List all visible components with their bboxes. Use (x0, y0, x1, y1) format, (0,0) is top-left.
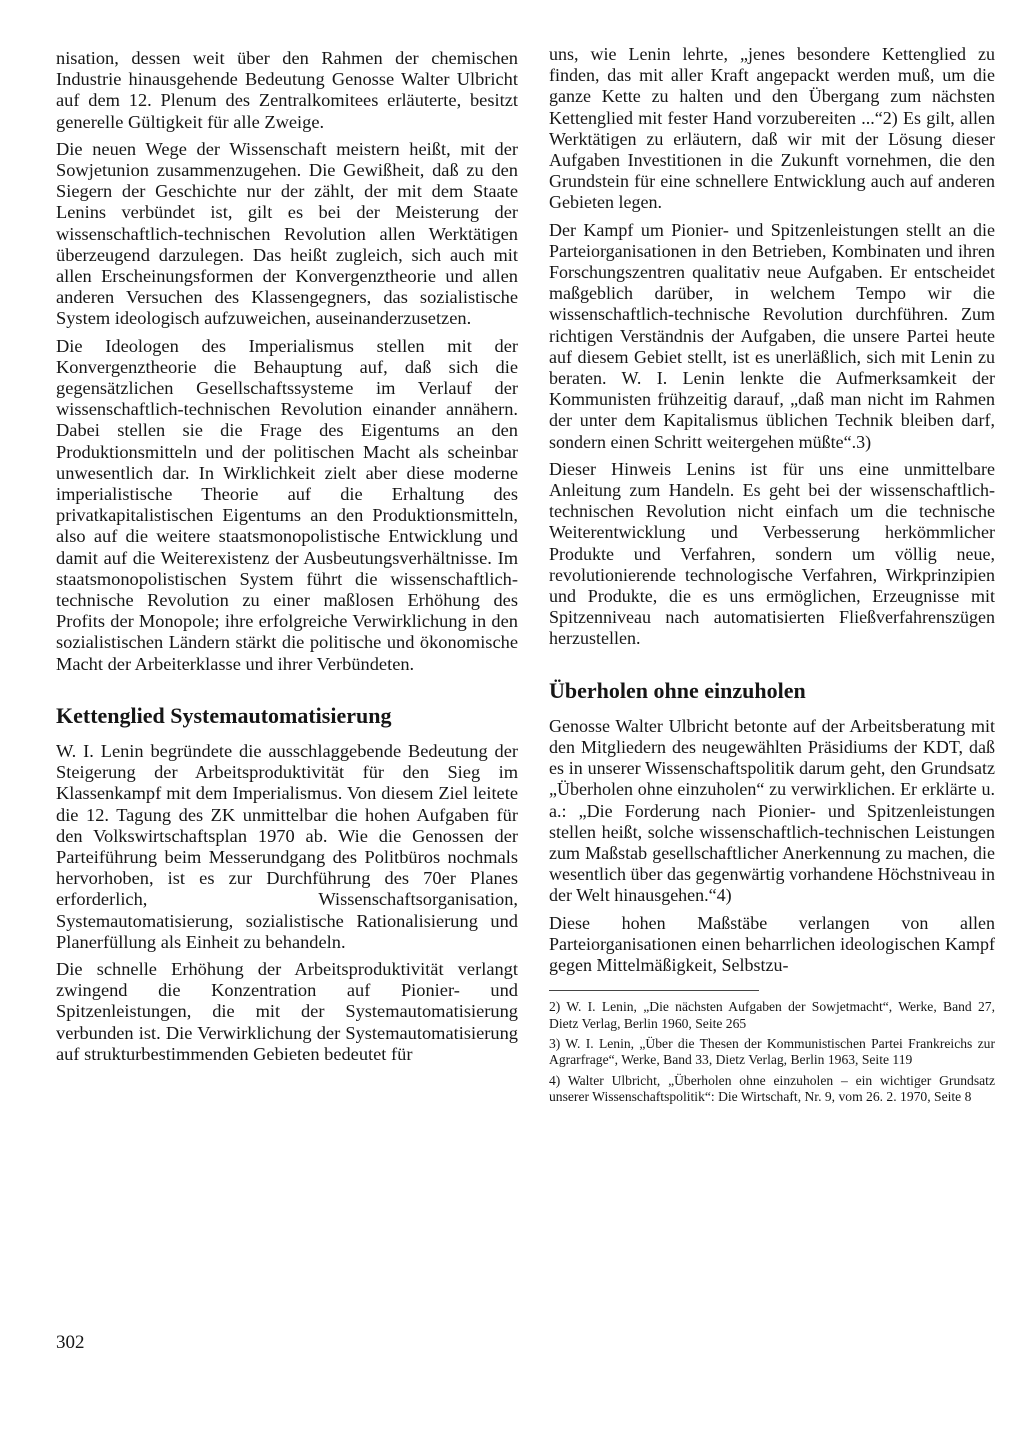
paragraph: Die Ideologen des Imperialismus stellen mit der Konvergenztheorie die Behauptung auf, daß sich die gegensätzlichen Gesellschaftssysteme im Verlauf der wissenschaftlich-technischen Revolution einander annähern. Dabei stellen sie die Frage des Eigentums an den Produktionsmitteln und der politischen Macht als scheinbar unwesentlich dar. In Wirklichkeit zielt aber diese moderne imperialistische Theorie auf die Erhaltung des privatkapitalistischen Eigentums an den Produktionsmitteln, also auf die weitere staatsmonopolistische Entwicklung und damit auf die Weiterexistenz der Ausbeutungsverhältnisse. Im staatsmonopolistischen System führt die wissenschaftlich-technische Revolution zu einer maßlosen Erhöhung des Profits der Monopole; ihre erfolgreiche Verwirklichung in den sozialistischen Ländern stärkt die politische und ökonomische Macht der Arbeiterklasse und ihrer Verbündeten. (56, 335, 518, 674)
footnote-divider (549, 990, 759, 991)
footnote: 3) W. I. Lenin, „Über die Thesen der Kommunistischen Partei Frankreichs zur Agrarfrage“, Werke, Band 33, Dietz Verlag, Berlin 1963, Seite 119 (549, 1035, 995, 1068)
paragraph: Die neuen Wege der Wissenschaft meistern heißt, mit der Sowjetunion zusammenzugehen. Die Gewißheit, daß zu den Siegern der Geschichte nur der zählt, der mit dem Staate Lenins verbündet ist, gilt es bei der Meisterung der wissenschaftlich-technischen Revolution allen Werktätigen überzeugend darzulegen. Das heißt zugleich, sich auch mit allen Erscheinungsformen der Konvergenztheorie und allen anderen Versuchen des Klassengegners, das sozialistische System ideologisch aufzuweichen, auseinanderzusetzen. (56, 138, 518, 329)
paragraph: W. I. Lenin begründete die ausschlaggebende Bedeutung der Steigerung der Arbeitsproduktivität für den Sieg im Klassenkampf mit dem Imperialismus. Von diesem Ziel leitete die 12. Tagung des ZK unmittelbar die hohen Aufgaben für den Volkswirtschaftsplan 1970 ab. Wie die Genossen der Parteiführung beim Messerundgang des Politbüros nochmals hervorhoben, ist es zur Durchführung des 70er Planes erforderlich, Wissenschaftsorganisation, Systemautomatisierung, sozialistische Rationalisierung und Planerfüllung als Einheit zu behandeln. (56, 740, 518, 952)
paragraph: nisation, dessen weit über den Rahmen der chemischen Industrie hinausgehende Bedeutung Genosse Walter Ulbricht auf dem 12. Plenum des Zentralkomitees erläuterte, besitzt generelle Gültigkeit für alle Zweige. (56, 48, 518, 132)
footnote: 4) Walter Ulbricht, „Überholen ohne einzuholen – ein wichtiger Grundsatz unserer Wissenschaftspolitik“: Die Wirtschaft, Nr. 9, vom 26. 2. 1970, Seite 8 (549, 1072, 995, 1105)
section-heading: Überholen ohne einzuholen (549, 677, 806, 703)
left-column (56, 48, 518, 1071)
footnote: 2) W. I. Lenin, „Die nächsten Aufgaben der Sowjetmacht“, Werke, Band 27, Dietz Verlag, Berlin 1960, Seite 265 (549, 999, 995, 1031)
paragraph: Genosse Walter Ulbricht betonte auf der Arbeitsberatung mit den Mitgliedern des neugewählten Präsidiums der KDT, daß es in unserer Wissenschaftspolitik darum geht, den Grundsatz „Überholen ohne einzuholen“ zu verwirklichen. Er erklärte u. a.: „Die Forderung nach Pionier- und Spitzenleistungen stellen heißt, solche wissenschaftlich-technischen Leistungen zum Maßstab gesellschaftlicher Anerkennung zu machen, die wesentlich über das gegenwärtig vorhandene Höchstniveau in der Welt hinausgehen.“4) (549, 715, 995, 906)
page-number: 302 (56, 1332, 85, 1353)
paragraph: Dieser Hinweis Lenins ist für uns eine unmittelbare Anleitung zum Handeln. Es geht bei der wissenschaftlich-technischen Revolution nicht einfach um die technische Weiterentwicklung und Verbesserung herkömmlicher Produkte und Verfahren, sondern um völlig neue, revolutionierende technologische Verfahren, Wirkprinzipien und Produkte, die es uns ermöglichen, Erzeugnisse mit Spitzenniveau nach automatisierten Fließverfahrenszügen herzustellen. (549, 458, 995, 649)
right-column (549, 44, 995, 1110)
section-heading: Kettenglied Systemautomatisierung (56, 702, 392, 728)
paragraph: Der Kampf um Pionier- und Spitzenleistungen stellt an die Parteiorganisationen in den Betrieben, Kombinaten und ihren Forschungszentren qualitativ neue Aufgaben. Er entscheidet maßgeblich darüber, in welchem Tempo wir die wissenschaftlich-technische Revolution durchführen. Zum richtigen Verständnis der Aufgaben, die unsere Partei heute auf diesem Gebiet stellt, ist es unerläßlich, sich mit Lenin zu beraten. W. I. Lenin lenkte die Aufmerksamkeit der Kommunisten frühzeitig darauf, „daß man nicht im Rahmen der unter dem Kapitalismus üblichen Technik bleiben darf, sondern einen Schritt weitergehen müßte“.3) (549, 219, 995, 452)
paragraph: Die schnelle Erhöhung der Arbeitsproduktivität verlangt zwingend die Konzentration auf Pionier- und Spitzenleistungen, die mit der Systemautomatisierung verbunden ist. Die Verwirklichung der Systemautomatisierung auf strukturbestimmenden Gebieten bedeutet für (56, 958, 518, 1064)
footnotes (549, 999, 995, 1105)
paragraph: uns, wie Lenin lehrte, „jenes besondere Kettenglied zu finden, das mit aller Kraft angepackt werden muß, um die ganze Kette zu halten und den Übergang zum nächsten Kettenglied mit fester Hand vorzubereiten ...“2) Es gilt, allen Werktätigen zu erläutern, daß wir mit der Lösung dieser Aufgaben Investitionen in die Zukunft vornehmen, die den Grundstein für eine schnellere Entwicklung auch auf anderen Gebieten legen. (549, 44, 995, 213)
paragraph: Diese hohen Maßstäbe verlangen von allen Parteiorganisationen einen beharrlichen ideologischen Kampf gegen Mittelmäßigkeit, Selbstzu- (549, 912, 995, 975)
